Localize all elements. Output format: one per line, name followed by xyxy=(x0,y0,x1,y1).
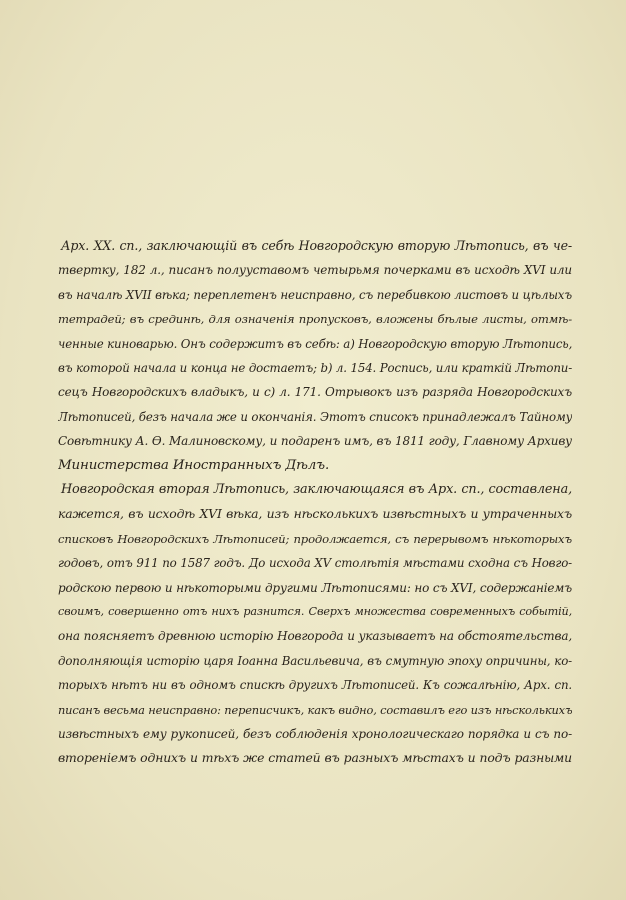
text-line: въ началѣ XVII вѣка; переплетенъ неисправно, съ перебивкою листовъ и цѣлыхъ xyxy=(58,287,572,302)
text-line: извѣстныхъ ему рукописей, безъ соблюденія хронологическаго порядка и съ по- xyxy=(58,726,572,741)
text-line: втореніемъ однихъ и тѣхъ же статей въ разныхъ мѣстахъ и подъ разными xyxy=(58,750,572,766)
paragraph-chronicle-description xyxy=(58,478,572,771)
paragraph-manuscript-description xyxy=(58,234,572,478)
text-line: списковъ Новгородскихъ Лѣтописей; продолжается, съ перерывомъ нѣкоторыхъ xyxy=(58,531,572,546)
text-line: она поясняетъ древнюю исторію Новгорода и указываетъ на обстоятельства, xyxy=(58,629,572,644)
text-line: годовъ, отъ 911 по 1587 годъ. До исхода XV столѣтія мѣстами сходна съ Новго- xyxy=(58,556,572,571)
text-line: тетрадей; въ срединѣ, для означенія пропусковъ, вложены бѣлые листы, отмѣ- xyxy=(58,312,572,327)
text-line: твертку, 182 л., писанъ полууставомъ четырьмя почерками въ исходѣ XVI или xyxy=(58,263,572,278)
text-line: Совѣтнику А. Ѳ. Малиновскому, и подаренъ имъ, въ 1811 году, Главному Архиву xyxy=(58,434,572,449)
text-line: писанъ весьма неисправно: переписчикъ, какъ видно, составилъ его изъ нѣсколькихъ xyxy=(58,702,572,717)
text-line: сецъ Новгородскихъ владыкъ, и с) л. 171. Отрывокъ изъ разряда Новгородскихъ xyxy=(58,385,572,400)
text-line: Министерства Иностранныхъ Дѣлъ. xyxy=(58,457,330,473)
text-line: родскою первою и нѣкоторыми другими Лѣтописями: но съ XVI, содержаніемъ xyxy=(58,580,572,595)
text-line: Лѣтописей, безъ начала же и окончанія. Этотъ списокъ принадлежалъ Тайному xyxy=(58,409,572,424)
text-line: Новгородская вторая Лѣтопись, заключающаяся въ Арх. сп., составлена, xyxy=(61,482,572,497)
text-line: дополняющія исторію царя Іоанна Васильевича, въ смутную эпоху опричины, ко- xyxy=(58,653,572,668)
text-line: ченные киноварью. Онъ содержитъ въ себѣ: а) Новгородскую вторую Лѣтопись, xyxy=(58,336,572,351)
text-line: въ которой начала и конца не достаетъ; b) л. 154. Роспись, или краткій Лѣтопи- xyxy=(58,360,572,375)
text-line: торыхъ нѣтъ ни въ одномъ спискѣ другихъ Лѣтописей. Къ сожалѣнію, Арх. сп. xyxy=(58,678,572,693)
text-line: кажется, въ исходѣ XVI вѣка, изъ нѣсколькихъ извѣстныхъ и утраченныхъ xyxy=(58,506,572,522)
text-line: своимъ, совершенно отъ нихъ разнится. Сверхъ множества современныхъ событій, xyxy=(58,604,572,618)
text-line: Арх. XX. сп., заключающій въ себѣ Новгородскую вторую Лѣтопись, въ че- xyxy=(61,238,572,253)
